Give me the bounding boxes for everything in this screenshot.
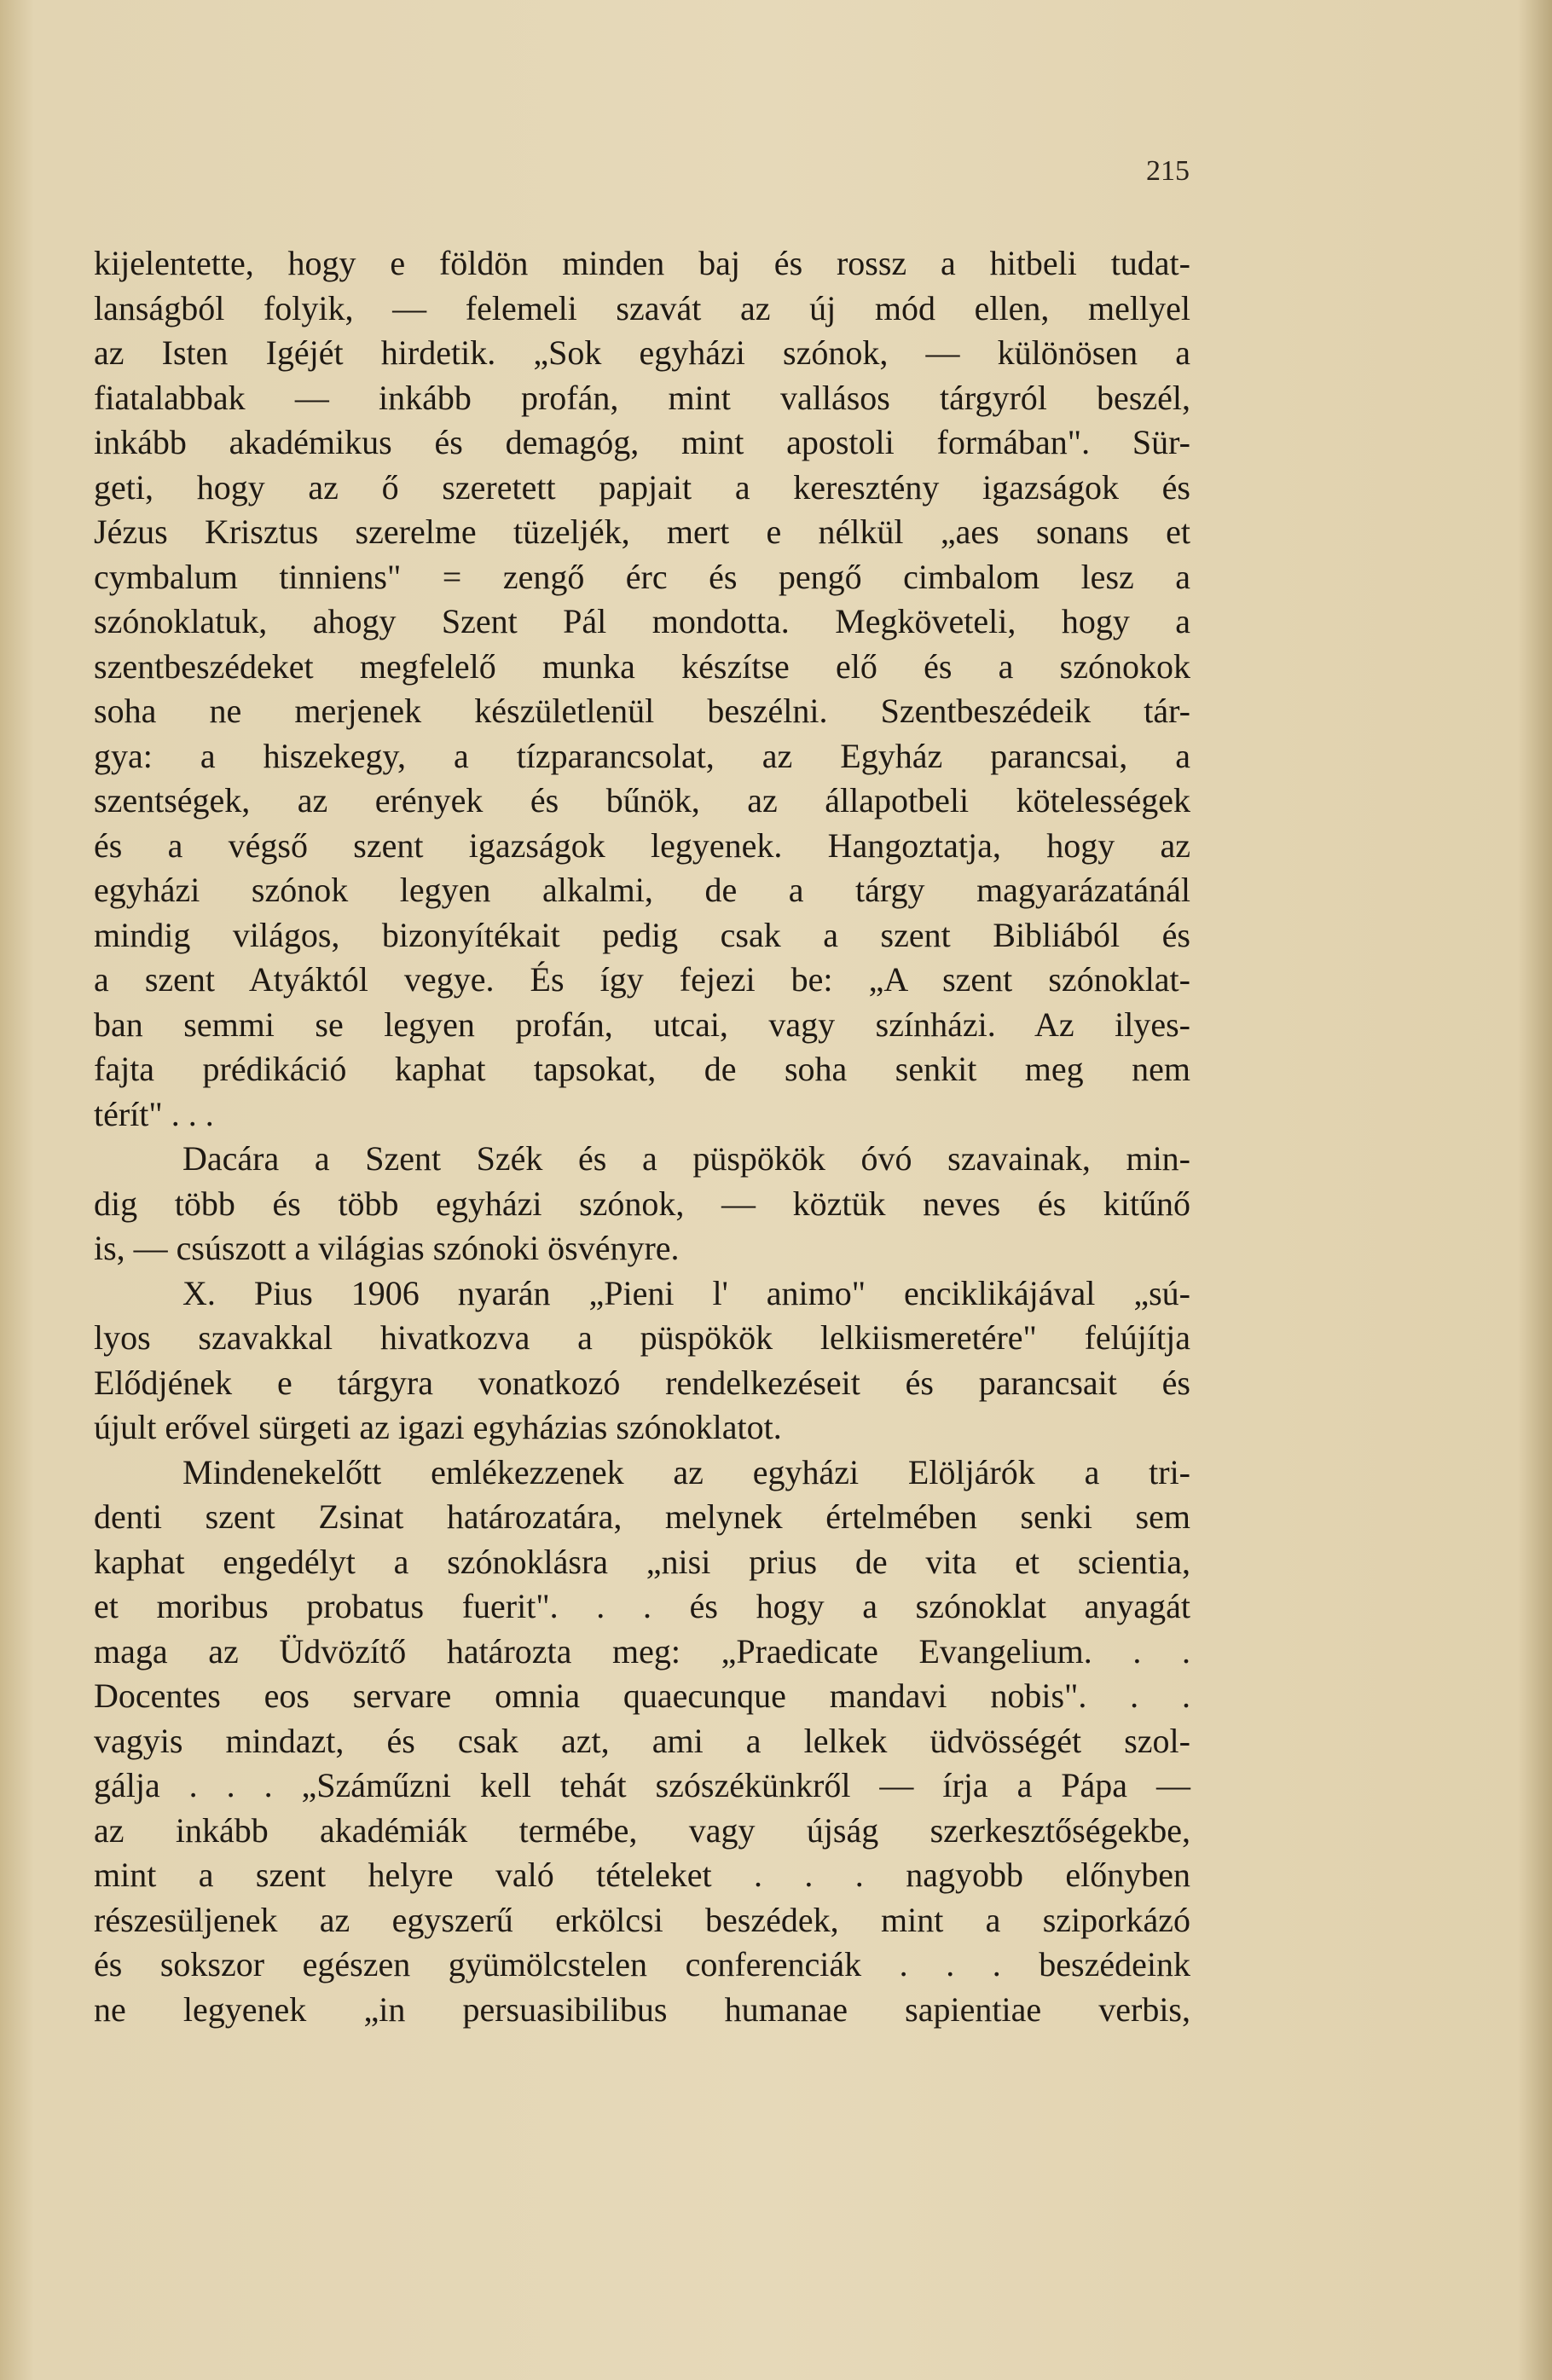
text-line: és a végső szent igazságok legyenek. Hangoztatja, hogy az [94, 825, 1190, 865]
text-line: fajta prédikáció kaphat tapsokat, de soha senkit meg nem [94, 1050, 1190, 1088]
text-line: is, — csúszott a világias szónoki ösvényre. [94, 1229, 680, 1267]
text-line: a szent Atyáktól vegye. És így fejezi be: „A szent szónoklat- [94, 960, 1190, 999]
page-number: 215 [1146, 155, 1190, 187]
text-line: fiatalabbak — inkább profán, mint vallásos tárgyról beszél, [94, 378, 1190, 417]
text-line: soha ne merjenek készületlenül beszélni. Szentbeszédeik tár- [94, 692, 1190, 730]
text-line: inkább akadémikus és demagóg, mint apostoli formában". Sür- [94, 423, 1190, 461]
text-line: lanságból folyik, — felemeli szavát az új mód ellen, mellyel [94, 288, 1190, 327]
text-line: az inkább akadémiák termébe, vagy újság szerkesztőségekbe, [94, 1810, 1190, 1850]
text-line: cymbalum tinniens" = zengő érc és pengő cimbalom lesz a [94, 557, 1190, 596]
text-line: újult erővel sürgeti az igazi egyházias szónoklatot. [94, 1408, 782, 1446]
text-line: részesüljenek az egyszerű erkölcsi beszédek, mint a sziporkázó [94, 1900, 1190, 1939]
text-line: ban semmi se legyen profán, utcai, vagy színházi. Az ilyes- [94, 1005, 1190, 1044]
text-line: kijelentette, hogy e földön minden baj és rossz a hitbeli tudat- [94, 244, 1190, 282]
text-line: maga az Üdvözítő határozta meg: „Praedicate Evangelium. . . [94, 1631, 1190, 1671]
text-line: X. Pius 1906 nyarán „Pieni l' animo" enciklikájával „sú- [182, 1273, 1190, 1312]
text-line: az Isten Igéjét hirdetik. „Sok egyházi szónok, — különösen a [94, 333, 1190, 372]
text-line: geti, hogy az ő szeretett papjait a keresztény igazságok és [94, 467, 1190, 507]
text-line: ne legyenek „in persuasibilibus humanae sapientiae verbis, [94, 1989, 1190, 2029]
text-line: denti szent Zsinat határozatára, melynek értelmében senki sem [94, 1497, 1190, 1536]
text-line: dig több és több egyházi szónok, — köztük neves és kitűnő [94, 1184, 1190, 1223]
body-text [94, 241, 1190, 2032]
text-line: Docentes eos servare omnia quaecunque mandavi nobis". . . [94, 1676, 1190, 1715]
text-line: mindig világos, bizonyítékait pedig csak a szent Bibliából és [94, 915, 1190, 954]
text-line: Mindenekelőtt emlékezzenek az egyházi Elöljárók a tri- [182, 1452, 1190, 1491]
text-line: kaphat engedélyt a szónoklásra „nisi prius de vita et scientia, [94, 1542, 1190, 1581]
text-line: szentségek, az erények és bűnök, az állapotbeli kötelességek [94, 781, 1190, 819]
text-line: Dacára a Szent Szék és a püspökök óvó szavainak, min- [182, 1139, 1190, 1178]
text-line: gálja . . . „Száműzni kell tehát szószékünkről — írja a Pápa — [94, 1766, 1190, 1804]
text-line: lyos szavakkal hivatkozva a püspökök lelkiismeretére" felújítja [94, 1318, 1190, 1357]
text-line: szónoklatuk, ahogy Szent Pál mondotta. Megköveteli, hogy a [94, 602, 1190, 640]
text-line: egyházi szónok legyen alkalmi, de a tárgy magyarázatánál [94, 871, 1190, 909]
text-line: vagyis mindazt, és csak azt, ami a lelkek üdvösségét szol- [94, 1721, 1190, 1760]
text-line: szentbeszédeket megfelelő munka készítse elő és a szónokok [94, 646, 1190, 686]
text-line: mint a szent helyre való tételeket . . . nagyobb előnyben [94, 1856, 1190, 1894]
text-line: Elődjének e tárgyra vonatkozó rendelkezéseit és parancsait és [94, 1363, 1190, 1402]
text-line: térít" . . . [94, 1094, 214, 1133]
text-line: Jézus Krisztus szerelme tüzeljék, mert e nélkül „aes sonans et [94, 512, 1190, 551]
text-line: et moribus probatus fuerit". . . és hogy a szónoklat anyagát [94, 1587, 1190, 1625]
text-line: gya: a hiszekegy, a tízparancsolat, az Egyház parancsai, a [94, 736, 1190, 775]
text-line: és sokszor egészen gyümölcstelen conferenciák . . . beszédeink [94, 1945, 1190, 1983]
